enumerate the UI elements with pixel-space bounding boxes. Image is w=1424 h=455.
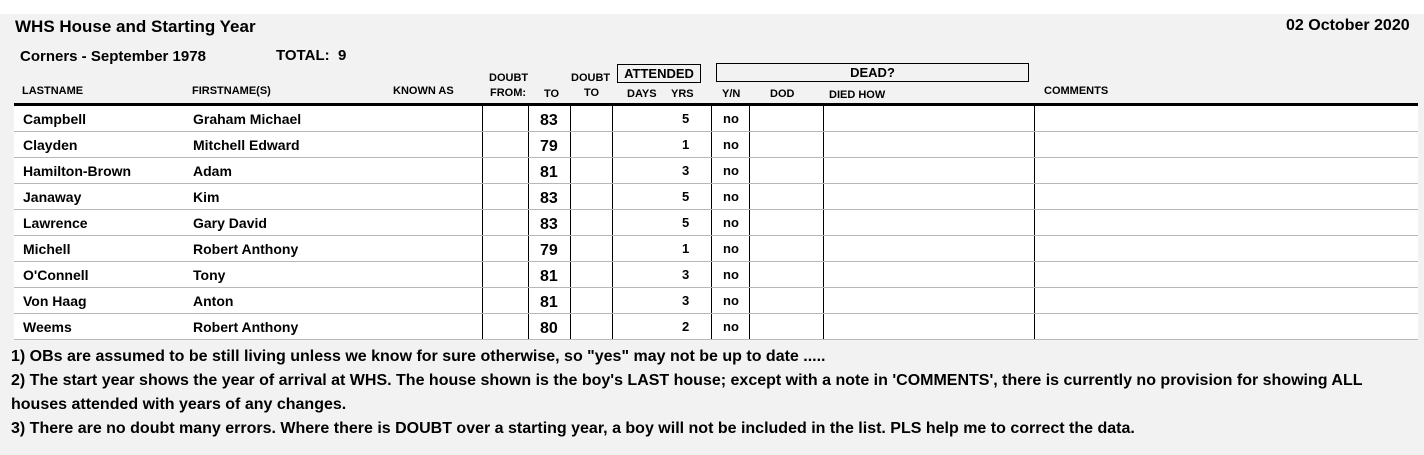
column-divider — [570, 314, 571, 339]
column-divider — [612, 158, 613, 183]
header-comments: COMMENTS — [1044, 85, 1109, 97]
cell-to: 80 — [540, 320, 558, 337]
cell-dead: no — [723, 267, 739, 282]
column-divider — [612, 210, 613, 235]
column-divider — [612, 236, 613, 261]
column-divider — [612, 106, 613, 131]
cell-dead: no — [723, 215, 739, 230]
cell-yrs: 2 — [682, 319, 690, 334]
column-divider — [823, 236, 824, 261]
column-divider — [528, 158, 529, 183]
cell-lastname: Campbell — [23, 111, 87, 127]
table-row[interactable] — [14, 106, 1418, 132]
column-divider — [570, 236, 571, 261]
cell-yrs: 5 — [682, 215, 690, 230]
cell-to: 83 — [540, 216, 558, 233]
data-table — [14, 106, 1418, 340]
column-divider — [711, 184, 712, 209]
column-divider — [1034, 106, 1035, 131]
column-divider — [528, 132, 529, 157]
column-divider — [711, 314, 712, 339]
table-row[interactable] — [14, 314, 1418, 340]
cell-dead: no — [723, 241, 739, 256]
cell-yrs: 3 — [682, 267, 690, 282]
column-divider — [528, 106, 529, 131]
column-divider — [711, 236, 712, 261]
header-died-how: DIED HOW — [829, 89, 886, 101]
column-divider — [570, 106, 571, 131]
footnote-1: 1) OBs are assumed to be still living unless we know for sure otherwise, so "yes" may not be up to date ..... — [11, 348, 826, 365]
column-divider — [823, 106, 824, 131]
column-divider — [711, 262, 712, 287]
header-doubt-to-2: TO — [584, 87, 600, 99]
column-divider — [823, 288, 824, 313]
cell-lastname: Weems — [23, 319, 72, 335]
header-doubt-from-2: FROM: — [490, 87, 527, 99]
column-divider — [711, 106, 712, 131]
column-divider — [1034, 314, 1035, 339]
column-divider — [570, 132, 571, 157]
column-divider — [482, 314, 483, 339]
footnotes — [11, 345, 1416, 441]
column-divider — [1034, 184, 1035, 209]
cell-firstnames: Gary David — [193, 215, 267, 231]
cell-dead: no — [723, 163, 739, 178]
column-divider — [528, 236, 529, 261]
column-divider — [482, 158, 483, 183]
cell-firstnames: Adam — [193, 163, 232, 179]
cell-yrs: 3 — [682, 293, 690, 308]
column-divider — [1034, 158, 1035, 183]
column-divider — [570, 210, 571, 235]
cell-lastname: Michell — [23, 241, 71, 257]
cell-lastname: Von Haag — [23, 293, 87, 309]
cell-to: 83 — [540, 112, 558, 129]
header-yn: Y/N — [722, 88, 741, 100]
column-divider — [612, 184, 613, 209]
total-count — [276, 47, 346, 64]
header-known-as: KNOWN AS — [393, 85, 454, 97]
column-divider — [749, 210, 750, 235]
header-days: DAYS — [627, 88, 657, 100]
column-divider — [1034, 262, 1035, 287]
column-divider — [570, 184, 571, 209]
column-divider — [482, 184, 483, 209]
cell-to: 81 — [540, 294, 558, 311]
header-doubt-to-1: DOUBT — [571, 72, 611, 84]
column-divider — [823, 210, 824, 235]
table-row[interactable] — [14, 288, 1418, 314]
table-row[interactable] — [14, 210, 1418, 236]
header-attended: ATTENDED — [617, 64, 701, 83]
column-divider — [612, 288, 613, 313]
cell-lastname: Hamilton-Brown — [23, 163, 132, 179]
page-title: WHS House and Starting Year — [15, 17, 256, 36]
column-divider — [749, 132, 750, 157]
column-divider — [749, 236, 750, 261]
cell-firstnames: Robert Anthony — [193, 319, 299, 335]
cell-to: 81 — [540, 268, 558, 285]
table-row[interactable] — [14, 236, 1418, 262]
cell-yrs: 1 — [682, 137, 690, 152]
cell-to: 79 — [540, 242, 558, 259]
column-divider — [711, 132, 712, 157]
column-divider — [528, 262, 529, 287]
cell-firstnames: Mitchell Edward — [193, 137, 300, 153]
cell-lastname: Clayden — [23, 137, 78, 153]
column-divider — [482, 132, 483, 157]
column-divider — [570, 158, 571, 183]
table-row[interactable] — [14, 184, 1418, 210]
column-divider — [570, 288, 571, 313]
column-divider — [749, 288, 750, 313]
column-divider — [749, 262, 750, 287]
column-divider — [482, 262, 483, 287]
column-divider — [612, 262, 613, 287]
header-to: TO — [544, 88, 560, 100]
cell-lastname: Janaway — [23, 189, 82, 205]
cell-firstnames: Robert Anthony — [193, 241, 299, 257]
cell-to: 81 — [540, 164, 558, 181]
report-date: 02 October 2020 — [1286, 17, 1410, 34]
column-divider — [482, 106, 483, 131]
column-divider — [482, 210, 483, 235]
column-divider — [528, 288, 529, 313]
column-divider — [1034, 236, 1035, 261]
column-divider — [749, 314, 750, 339]
cell-dead: no — [723, 319, 739, 334]
header-lastname: LASTNAME — [22, 85, 84, 97]
cell-firstnames: Anton — [193, 293, 234, 309]
column-divider — [1034, 288, 1035, 313]
column-divider — [528, 210, 529, 235]
column-divider — [528, 184, 529, 209]
cell-yrs: 1 — [682, 241, 690, 256]
column-divider — [612, 132, 613, 157]
cell-to: 83 — [540, 190, 558, 207]
header-dod: DOD — [770, 88, 795, 100]
footnote-2: 2) The start year shows the year of arrival at WHS. The house shown is the boy's LAST house; except with a note in 'COMMENTS', there is currently no provision for showing ALL houses attended with years of any changes. — [11, 372, 1363, 413]
cell-to: 79 — [540, 138, 558, 155]
total-label: TOTAL: — [276, 47, 330, 64]
header-dead: DEAD? — [716, 63, 1029, 82]
table-row[interactable] — [14, 132, 1418, 158]
column-divider — [823, 158, 824, 183]
cell-lastname: Lawrence — [23, 215, 88, 231]
column-divider — [749, 184, 750, 209]
column-divider — [711, 288, 712, 313]
footnote-3: 3) There are no doubt many errors. Where there is DOUBT over a starting year, a boy will not be included in the list. PLS help me to correct the data. — [11, 420, 1135, 437]
column-divider — [612, 314, 613, 339]
cell-firstnames: Graham Michael — [193, 111, 302, 127]
cell-dead: no — [723, 189, 739, 204]
column-divider — [749, 106, 750, 131]
table-row[interactable] — [14, 158, 1418, 184]
header-firstnames: FIRSTNAME(S) — [192, 85, 271, 97]
cell-yrs: 5 — [682, 111, 690, 126]
column-divider — [528, 314, 529, 339]
column-divider — [823, 262, 824, 287]
table-row[interactable] — [14, 262, 1418, 288]
header-yrs: YRS — [671, 88, 694, 100]
column-divider — [823, 314, 824, 339]
cell-dead: no — [723, 293, 739, 308]
cell-dead: no — [723, 137, 739, 152]
column-divider — [1034, 210, 1035, 235]
column-divider — [711, 210, 712, 235]
column-divider — [570, 262, 571, 287]
cell-firstnames: Kim — [193, 189, 220, 205]
column-divider — [482, 288, 483, 313]
cell-yrs: 3 — [682, 163, 690, 178]
house-subtitle: Corners - September 1978 — [20, 48, 206, 65]
header-doubt-from-1: DOUBT — [489, 72, 529, 84]
column-divider — [711, 158, 712, 183]
cell-lastname: O'Connell — [23, 267, 89, 283]
cell-dead: no — [723, 111, 739, 126]
column-divider — [823, 132, 824, 157]
cell-yrs: 5 — [682, 189, 690, 204]
column-divider — [482, 236, 483, 261]
total-value: 9 — [337, 47, 347, 64]
column-divider — [1034, 132, 1035, 157]
column-divider — [749, 158, 750, 183]
column-divider — [823, 184, 824, 209]
cell-firstnames: Tony — [193, 267, 226, 283]
